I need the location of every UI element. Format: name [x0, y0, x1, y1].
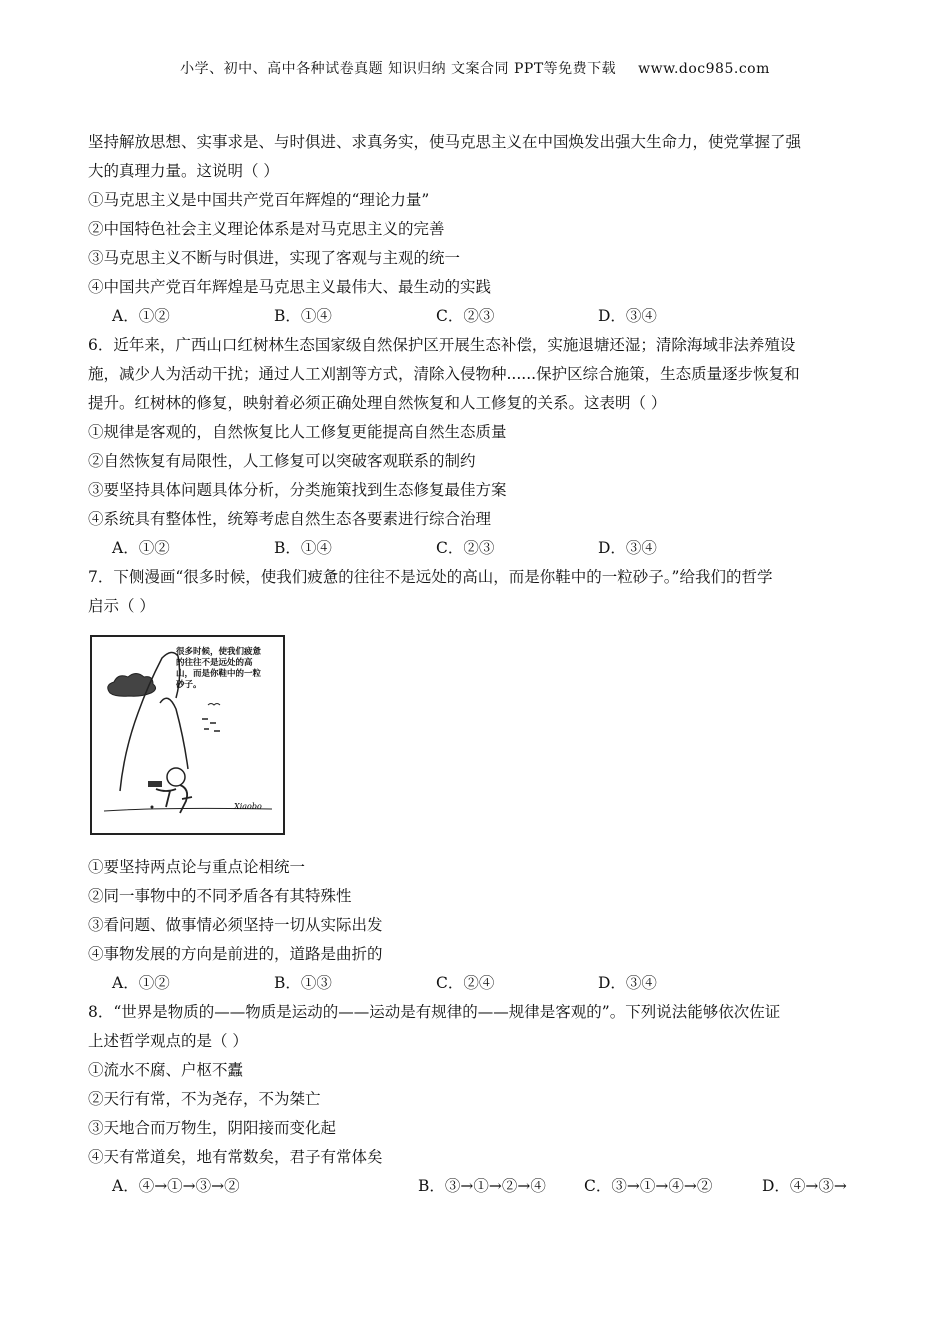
question-5: [88, 128, 868, 331]
q6-item-4: ④系统具有整体性，统筹考虑自然生态各要素进行综合治理: [88, 510, 492, 528]
q8-option-b[interactable]: B．③→①→②→④: [418, 1177, 546, 1195]
q8-item-2: ②天行有常，不为尧存，不为桀亡: [88, 1090, 321, 1108]
q5-options: [88, 302, 868, 331]
q6-item-3: ③要坚持具体问题具体分析，分类施策找到生态修复最佳方案: [88, 481, 507, 499]
q8-option-d[interactable]: D．④→③→: [762, 1177, 847, 1195]
q5-option-a[interactable]: A．①②: [112, 307, 170, 325]
bird-flock: [202, 719, 220, 731]
q8-option-a[interactable]: A．④→①→③→②: [112, 1177, 240, 1195]
q7-option-a[interactable]: A．①②: [112, 974, 170, 992]
sand-grain: [151, 806, 154, 809]
q7-cartoon: [90, 635, 285, 835]
person-head: [167, 768, 185, 786]
q8-option-c[interactable]: C．③→①→④→②: [584, 1177, 713, 1195]
question-7: [88, 563, 868, 998]
q6-item-1: ①规律是客观的，自然恢复比人工修复更能提高自然生态质量: [88, 423, 507, 441]
q6-option-d[interactable]: D．③④: [598, 539, 657, 557]
q7-stem-line-2: 启示（ ）: [88, 597, 155, 615]
q7-item-4: ④事物发展的方向是前进的，道路是曲折的: [88, 945, 383, 963]
q7-item-2: ②同一事物中的不同矛盾各有其特殊性: [88, 887, 352, 905]
q5-option-b[interactable]: B．①④: [274, 307, 332, 325]
q8-options: [88, 1172, 868, 1201]
q6-item-2: ②自然恢复有局限性，人工修复可以突破客观联系的制约: [88, 452, 476, 470]
q5-stem-line-1: 坚持解放思想、实事求是、与时俱进、求真务实，使马克思主义在中国焕发出强大生命力，使党掌握了强: [88, 133, 802, 151]
document-body: [88, 128, 868, 1201]
shoe-in-hand: [148, 781, 162, 787]
q5-option-d[interactable]: D．③④: [598, 307, 657, 325]
q8-stem-line-2: 上述哲学观点的是（ ）: [88, 1032, 248, 1050]
q8-item-1: ①流水不腐、户枢不蠹: [88, 1061, 244, 1079]
q5-item-4: ④中国共产党百年辉煌是马克思主义最伟大、最生动的实践: [88, 278, 492, 296]
question-6: [88, 331, 868, 563]
q6-stem-line-3: 提升。红树林的修复，映射着必须正确处理自然恢复和人工修复的关系。这表明（ ）: [88, 394, 667, 412]
q8-stem-line-1: 8．“世界是物质的——物质是运动的——运动是有规律的——规律是客观的”。下列说法能够依次佐证: [88, 1003, 781, 1021]
q5-stem-line-2: 大的真理力量。这说明（ ）: [88, 162, 279, 180]
q6-stem-line-1: 6．近年来，广西山口红树林生态国家级自然保护区开展生态补偿，实施退塘还湿；清除海域非法养殖设: [88, 336, 796, 354]
q6-option-c[interactable]: C．②③: [436, 539, 495, 557]
q7-option-c[interactable]: C．②④: [436, 974, 495, 992]
q7-cartoon-area: [88, 621, 868, 853]
header-text: 小学、初中、高中各种试卷真题 知识归纳 文案合同 PPT等免费下载: [180, 61, 617, 77]
q8-item-3: ③天地合而万物生，阴阳接而变化起: [88, 1119, 337, 1137]
question-8: [88, 998, 868, 1201]
cartoon-signature: Xiaobo: [234, 802, 262, 811]
mountain-ridge: [160, 698, 188, 769]
q8-item-4: ④天有常道矣，地有常数矣，君子有常体矣: [88, 1148, 383, 1166]
q7-item-3: ③看问题、做事情必须坚持一切从实际出发: [88, 916, 383, 934]
bird-icon: [208, 704, 220, 706]
q7-stem-line-1: 7．下侧漫画“很多时候，使我们疲惫的往往不是远处的高山，而是你鞋中的一粒砂子。”给我们的哲学: [88, 568, 773, 586]
q7-item-1: ①要坚持两点论与重点论相统一: [88, 858, 306, 876]
page-header: [0, 58, 950, 78]
header-url[interactable]: www.doc985.com: [638, 61, 770, 77]
q7-options: [88, 969, 868, 998]
q7-option-b[interactable]: B．①③: [274, 974, 332, 992]
q6-option-a[interactable]: A．①②: [112, 539, 170, 557]
q5-item-3: ③马克思主义不断与时俱进，实现了客观与主观的统一: [88, 249, 461, 267]
q5-option-c[interactable]: C．②③: [436, 307, 495, 325]
q5-item-1: ①马克思主义是中国共产党百年辉煌的“理论力量”: [88, 191, 430, 209]
q6-options: [88, 534, 868, 563]
q6-option-b[interactable]: B．①④: [274, 539, 332, 557]
q6-stem-line-2: 施，减少人为活动干扰；通过人工刈割等方式，清除入侵物种......保护区综合施策，生态质量逐步恢复和: [88, 365, 800, 383]
q7-option-d[interactable]: D．③④: [598, 974, 657, 992]
q5-item-2: ②中国特色社会主义理论体系是对马克思主义的完善: [88, 220, 445, 238]
cartoon-caption: 很多时候，使我们疲惫的往往不是远处的高山，而是你鞋中的一粒砂子。: [176, 647, 262, 690]
